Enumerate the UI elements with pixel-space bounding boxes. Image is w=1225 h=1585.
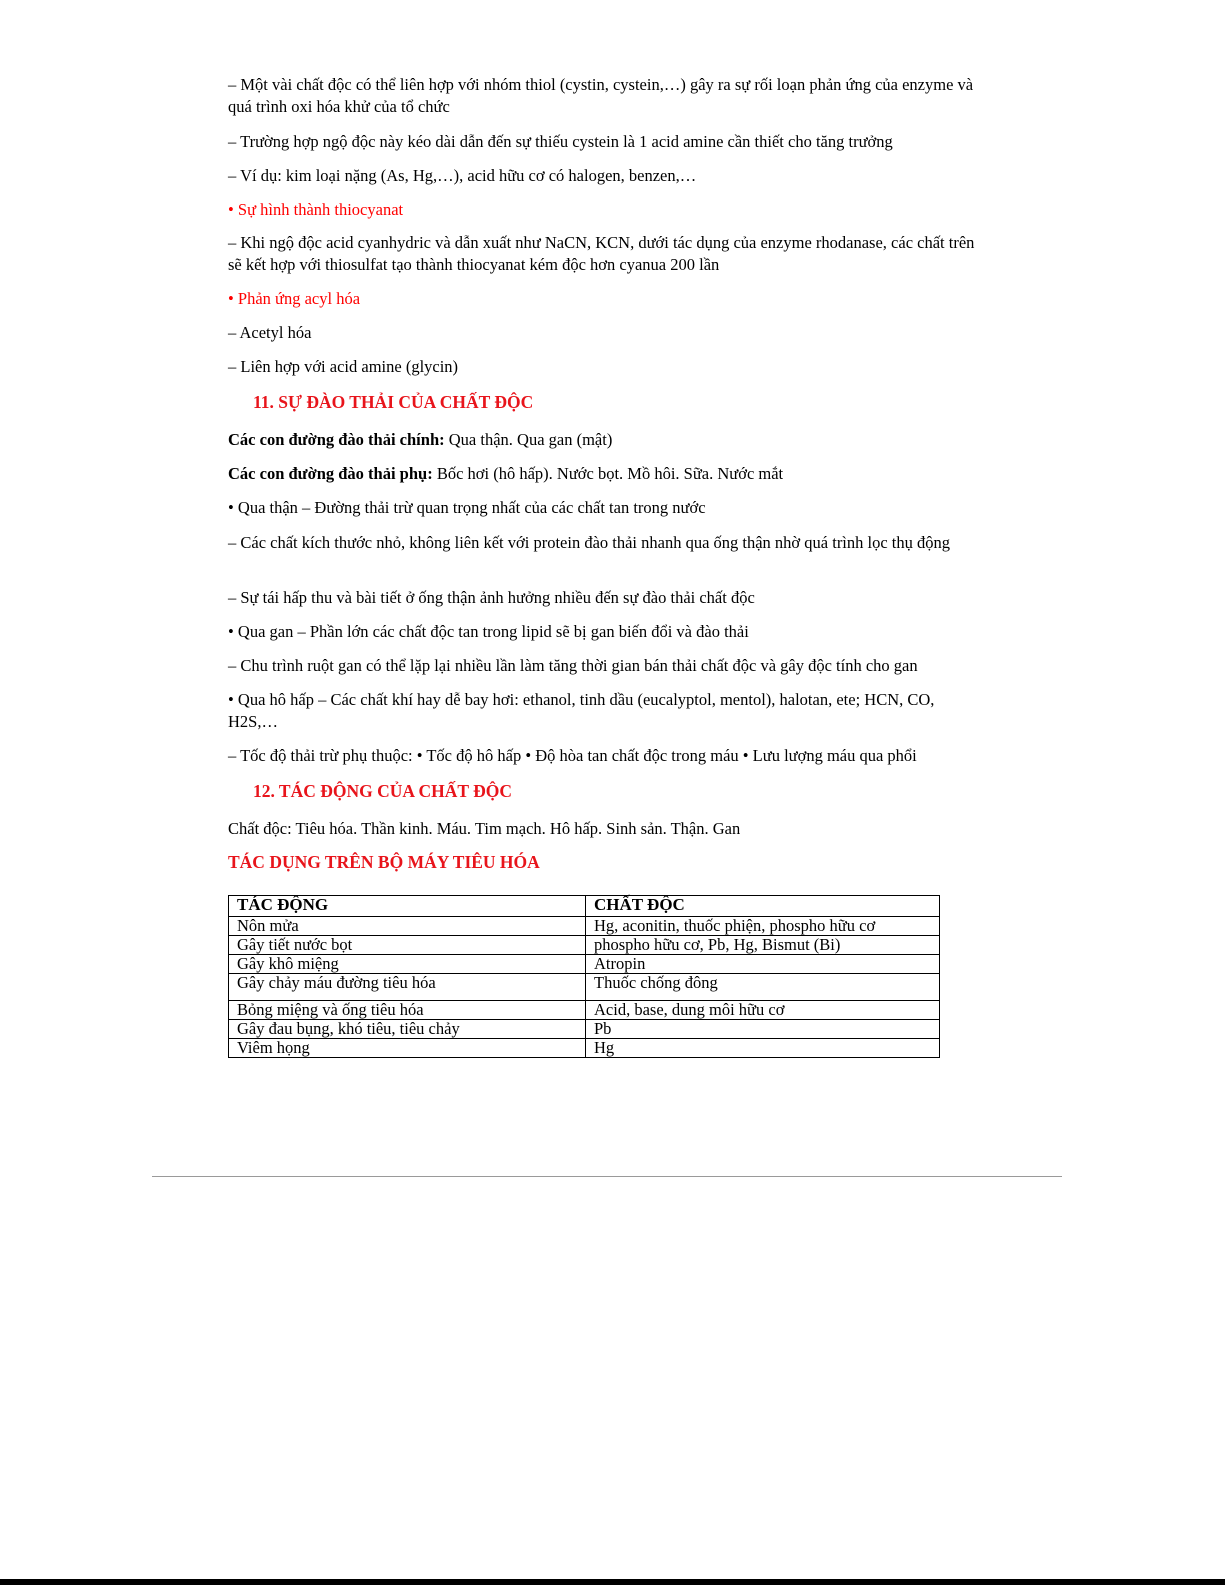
table-cell-toxin: Thuốc chống đông	[586, 974, 940, 1001]
table-cell-toxin: Pb	[586, 1020, 940, 1039]
paragraph-main-routes	[228, 429, 988, 451]
table-cell-effect: Viêm họng	[229, 1039, 586, 1058]
paragraph-secondary-routes	[228, 463, 988, 485]
paragraph-enterohepatic: – Chu trình ruột gan có thể lặp lại nhiều lần làm tăng thời gian bán thải chất độc và gây độc tính cho gan	[228, 656, 918, 675]
digestive-effects-table	[228, 895, 940, 1058]
table-cell-effect: Gây đau bụng, khó tiêu, tiêu chảy	[229, 1020, 586, 1039]
paragraph-cystein: – Trường hợp ngộ độc này kéo dài dẫn đến sự thiếu cystein là 1 acid amine cần thiết cho tăng trưởng	[228, 132, 893, 151]
paragraph-liver: • Qua gan – Phần lớn các chất độc tan trong lipid sẽ bị gan biến đổi và đào thải	[228, 622, 749, 641]
table-cell-effect: Gây tiết nước bọt	[229, 936, 586, 955]
main-routes-label: Các con đường đào thải chính:	[228, 430, 445, 449]
table-cell-effect: Nôn mửa	[229, 917, 586, 936]
paragraph-example: – Ví dụ: kim loại nặng (As, Hg,…), acid hữu cơ có halogen, benzen,…	[228, 166, 697, 185]
table-cell-toxin: Hg, aconitin, thuốc phiện, phospho hữu cơ	[586, 917, 940, 936]
main-routes-text: Qua thận. Qua gan (mật)	[444, 430, 613, 449]
paragraph-thiol: – Một vài chất độc có thể liên hợp với nhóm thiol (cystin, cystein,…) gây ra sự rối loạn phản ứng của enzyme và quá trình oxi hóa khử của tổ chức	[228, 75, 974, 116]
table-header-row	[229, 896, 940, 917]
heading-section-12: 12. TÁC ĐỘNG CỦA CHẤT ĐỘC	[253, 781, 512, 801]
paragraph-small-molecules: – Các chất kích thước nhỏ, không liên kết với protein đào thải nhanh qua ống thận nhờ quá trình lọc thụ động	[228, 533, 951, 552]
table-cell-toxin: Acid, base, dung môi hữu cơ	[586, 1001, 940, 1020]
paragraph-cyanhydric: – Khi ngộ độc acid cyanhydric và dẫn xuất như NaCN, KCN, dưới tác dụng của enzyme rhodanase, các chất trên sẽ kết hợp với thiosulfat tạo thành thiocyanat kém độc hơn cyanua 200 lần	[228, 233, 975, 274]
column-header-toxin: CHẤT ĐỘC	[586, 896, 940, 917]
table-row	[229, 955, 940, 974]
paragraph-acetyl: – Acetyl hóa	[228, 323, 312, 342]
heading-digestive-effects: TÁC DỤNG TRÊN BỘ MÁY TIÊU HÓA	[228, 852, 540, 872]
page-bottom-edge	[0, 1579, 1225, 1585]
secondary-routes-label: Các con đường đào thải phụ:	[228, 464, 433, 483]
paragraph-kidney: • Qua thận – Đường thải trừ quan trọng nhất của các chất tan trong nước	[228, 498, 706, 517]
paragraph-toxic-effects: Chất độc: Tiêu hóa. Thần kinh. Máu. Tim mạch. Hô hấp. Sinh sản. Thận. Gan	[228, 819, 741, 838]
table-row	[229, 1001, 940, 1020]
table-row	[229, 1039, 940, 1058]
table-row	[229, 936, 940, 955]
paragraph-reabsorption: – Sự tái hấp thu và bài tiết ở ống thận ảnh hưởng nhiều đến sự đào thải chất độc	[228, 588, 755, 607]
table-row	[229, 974, 940, 1001]
paragraph-glycin: – Liên hợp với acid amine (glycin)	[228, 357, 459, 376]
table-cell-effect: Bỏng miệng và ống tiêu hóa	[229, 1001, 586, 1020]
paragraph-respiration: • Qua hô hấp – Các chất khí hay dễ bay hơi: ethanol, tinh dầu (eucalyptol, mentol), halotan, ete; HCN, CO, H2S,…	[228, 690, 935, 731]
footer-divider	[152, 1176, 1062, 1177]
table-cell-effect: Gây chảy máu đường tiêu hóa	[229, 974, 586, 1001]
paragraph-rate-factors: – Tốc độ thải trừ phụ thuộc: • Tốc độ hô hấp • Độ hòa tan chất độc trong máu • Lưu lượng máu qua phổi	[228, 746, 917, 765]
secondary-routes-text: Bốc hơi (hô hấp). Nước bọt. Mồ hôi. Sữa. Nước mắt	[432, 464, 784, 483]
bullet-acyl: • Phản ứng acyl hóa	[228, 289, 361, 308]
table-cell-toxin: phospho hữu cơ, Pb, Hg, Bismut (Bi)	[586, 936, 940, 955]
heading-section-11: 11. SỰ ĐÀO THẢI CỦA CHẤT ĐỘC	[253, 392, 534, 412]
table-cell-toxin: Hg	[586, 1039, 940, 1058]
table-row	[229, 1020, 940, 1039]
table-cell-toxin: Atropin	[586, 955, 940, 974]
column-header-effect: TÁC ĐỘNG	[229, 896, 586, 917]
table-cell-effect: Gây khô miệng	[229, 955, 586, 974]
bullet-thiocyanat: • Sự hình thành thiocyanat	[228, 200, 404, 219]
table-row	[229, 917, 940, 936]
